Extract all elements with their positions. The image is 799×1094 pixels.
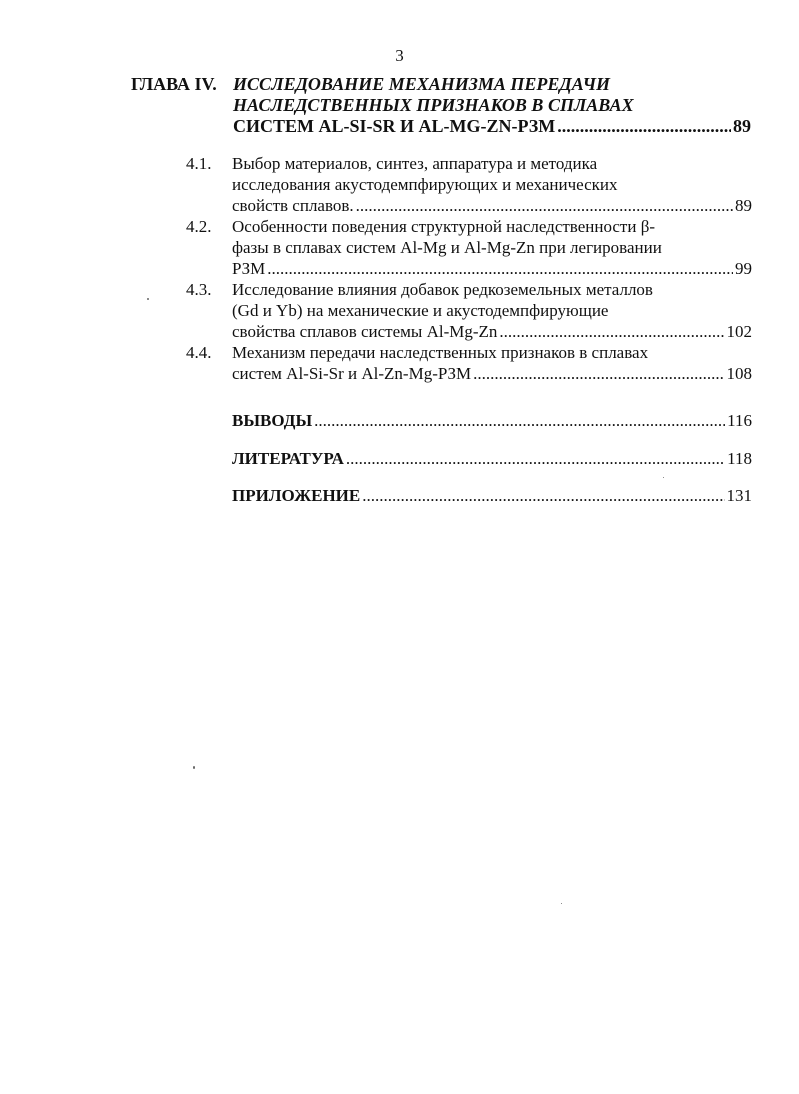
leader-dots	[314, 411, 725, 431]
section-page-ref: 89	[735, 196, 752, 215]
section-line: Выбор материалов, синтез, аппаратура и методика	[232, 154, 598, 173]
section-last-text: свойства сплавов системы Al-Mg-Zn	[232, 322, 498, 341]
scan-speck	[561, 903, 562, 904]
scan-speck	[663, 477, 664, 478]
section-last-text: свойств сплавов.	[232, 196, 354, 215]
chapter-title-line: НАСЛЕДСТВЕННЫХ ПРИЗНАКОВ В СПЛАВАХ	[233, 95, 634, 115]
section-number: 4.1.	[186, 154, 212, 173]
toc-section-4-2	[186, 216, 752, 279]
section-list	[186, 153, 752, 384]
chapter-title	[233, 74, 751, 137]
toc-section-4-4	[186, 342, 752, 384]
leader-dots	[356, 195, 733, 216]
section-last-line	[232, 258, 752, 279]
section-line: Особенности поведения структурной наследственности β-	[232, 217, 656, 236]
page-number: 3	[395, 46, 404, 65]
backmatter-label: ВЫВОДЫ	[232, 411, 313, 430]
section-last-text: РЗМ	[232, 259, 266, 278]
section-body	[232, 279, 752, 342]
toc-section-4-1	[186, 153, 752, 216]
toc-appendix	[232, 486, 752, 506]
section-last-line	[232, 195, 752, 216]
backmatter-page-ref: 118	[727, 449, 752, 468]
section-line: исследования акустодемпфирующих и механических	[232, 175, 618, 194]
section-line: Механизм передачи наследственных признаков в сплавах	[232, 343, 649, 362]
scan-speck	[147, 298, 149, 300]
leader-dots	[557, 116, 731, 137]
section-page-ref: 108	[726, 364, 752, 383]
section-number: 4.3.	[186, 280, 212, 299]
scan-speck	[193, 766, 195, 769]
chapter-title-line: ИССЛЕДОВАНИЕ МЕХАНИЗМА ПЕРЕДАЧИ	[233, 74, 611, 94]
toc-conclusions	[232, 411, 752, 431]
leader-dots	[499, 321, 724, 342]
backmatter-label: ПРИЛОЖЕНИЕ	[232, 486, 361, 505]
section-body	[232, 342, 752, 384]
toc-references	[232, 449, 752, 469]
section-last-line	[232, 321, 752, 342]
section-page-ref: 102	[726, 322, 752, 341]
section-body	[232, 216, 752, 279]
leader-dots	[473, 363, 724, 384]
chapter-page-ref: 89	[733, 116, 751, 136]
section-last-text: систем Al-Si-Sr и Al-Zn-Mg-РЗМ	[232, 364, 472, 383]
backmatter-label: ЛИТЕРАТУРА	[232, 449, 344, 468]
section-last-line	[232, 363, 752, 384]
section-line: (Gd и Yb) на механические и акустодемпфирующие	[232, 301, 609, 320]
section-line: фазы в сплавах систем Al-Mg и Al-Mg-Zn при легировании	[232, 238, 662, 257]
section-line: Исследование влияния добавок редкоземельных металлов	[232, 280, 653, 299]
section-number: 4.4.	[186, 343, 212, 362]
backmatter-page-ref: 131	[726, 486, 752, 505]
leader-dots	[362, 486, 724, 506]
chapter-label: ГЛАВА IV.	[131, 74, 217, 94]
chapter-title-text: СИСТЕМ AL-SI-SR И AL-MG-ZN-РЗМ	[233, 116, 556, 136]
leader-dots	[346, 449, 725, 469]
leader-dots	[267, 258, 733, 279]
section-body	[232, 153, 752, 216]
section-number: 4.2.	[186, 217, 212, 236]
chapter-title-last-line	[233, 116, 751, 137]
toc-section-4-3	[186, 279, 752, 342]
backmatter-page-ref: 116	[727, 411, 752, 430]
section-page-ref: 99	[735, 259, 752, 278]
